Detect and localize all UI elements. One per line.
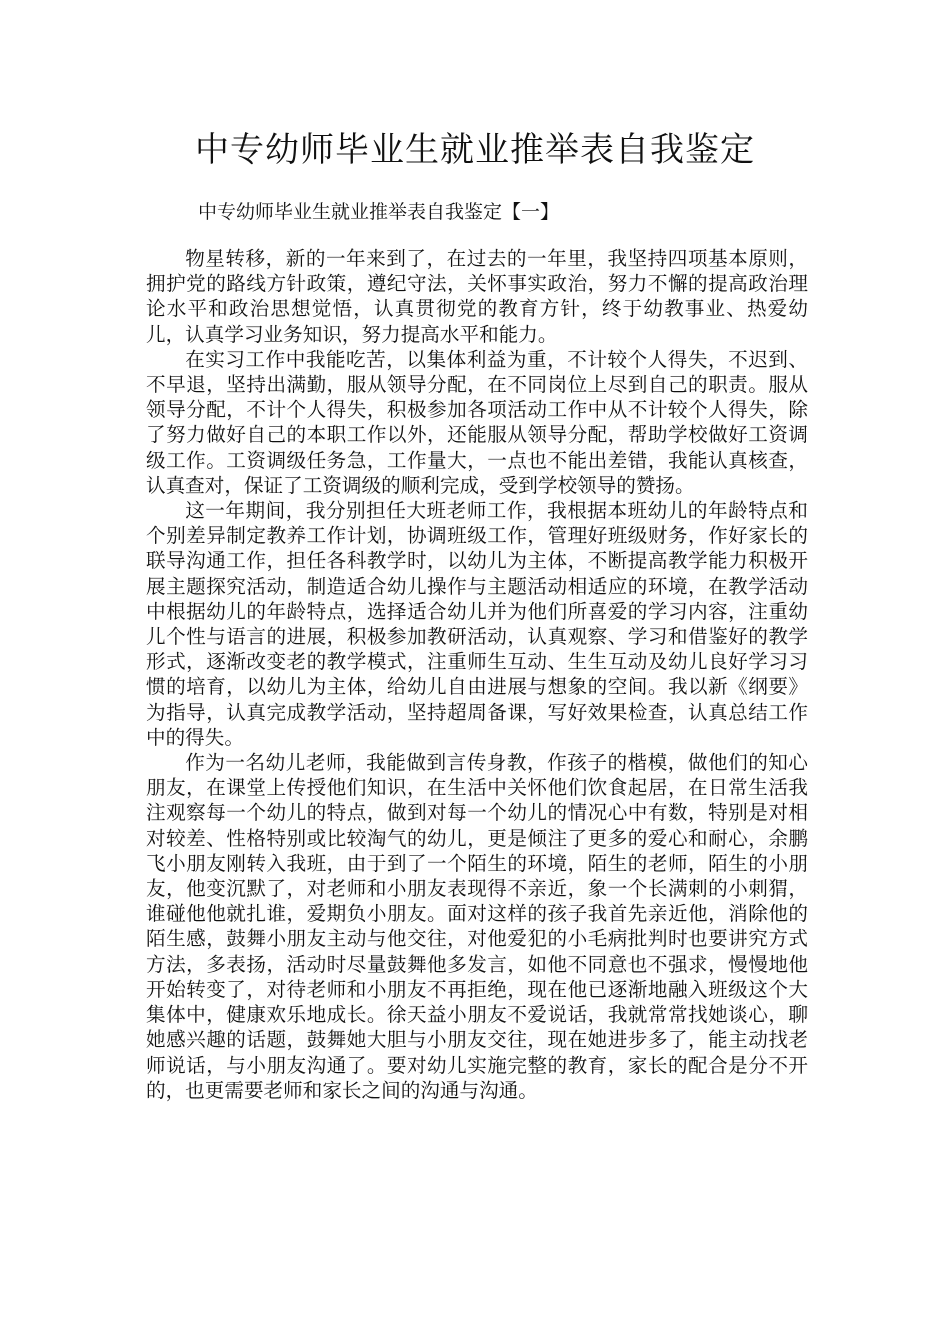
- body-text: [146, 246, 808, 1103]
- paragraph: 在实习工作中我能吃苦，以集体利益为重，不计较个人得失，不迟到、不早退，坚持出满勤，服从领导分配，在不同岗位上尽到自己的职责。服从领导分配，不计个人得失，积极参加各项活动工作中从不计较个人得失，除了努力做好自己的本职工作以外，还能服从领导分配，帮助学校做好工资调级工作。工资调级任务急，工作量大，一点也不能出差错，我能认真核查，认真查对，保证了工资调级的顺利完成，受到学校领导的赞扬。: [146, 347, 808, 497]
- section-heading: 中专幼师毕业生就业推举表自我鉴定【一】: [198, 201, 560, 223]
- paragraph: 这一年期间，我分别担任大班老师工作，我根据本班幼儿的年龄特点和个别差异制定教养工作计划，协调班级工作，管理好班级财务，作好家长的联导沟通工作，担任各科教学时，以幼儿为主体，不断提高教学能力积极开展主题探究活动，制造适合幼儿操作与主题活动相适应的环境，在教学活动中根据幼儿的年龄特点，选择适合幼儿并为他们所喜爱的学习内容，注重幼儿个性与语言的进展，积极参加教研活动，认真观察、学习和借鉴好的教学形式，逐渐改变老的教学模式，注重师生互动、生生互动及幼儿良好学习习惯的培育，以幼儿为主体，给幼儿自由进展与想象的空间。我以新《纲要》为指导，认真完成教学活动，坚持超周备课，写好效果检查，认真总结工作中的得失。: [146, 499, 808, 749]
- paragraph: 作为一名幼儿老师，我能做到言传身教，作孩子的楷模，做他们的知心朋友，在课堂上传授他们知识，在生活中关怀他们饮食起居，在日常生活我注观察每一个幼儿的特点，做到对每一个幼儿的情况心中有数，特别是对相对较差、性格特别或比较淘气的幼儿，更是倾注了更多的爱心和耐心，余鹏飞小朋友刚转入我班，由于到了一个陌生的环境，陌生的老师，陌生的小朋友，他变沉默了，对老师和小朋友表现得不亲近，象一个长满刺的小刺猬，谁碰他他就扎谁，爱期负小朋友。面对这样的孩子我首先亲近他，消除他的陌生感，鼓舞小朋友主动与他交往，对他爱犯的小毛病批判时也要讲究方式方法，多表扬，活动时尽量鼓舞他多发言，如他不同意也不强求，慢慢地他开始转变了，对待老师和小朋友不再拒绝，现在他已逐渐地融入班级这个大集体中，健康欢乐地成长。徐天益小朋友不爱说话，我就常常找她谈心，聊她感兴趣的话题，鼓舞她大胆与小朋友交往，现在她进步多了，能主动找老师说话，与小朋友沟通了。要对幼儿实施完整的教育，家长的配合是分不开的，也更需要老师和家长之间的沟通与沟通。: [146, 751, 808, 1102]
- document-title: 中专幼师毕业生就业推举表自我鉴定: [195, 130, 755, 170]
- paragraph: 物星转移，新的一年来到了，在过去的一年里，我坚持四项基本原则，拥护党的路线方针政策，遵纪守法，关怀事实政治，努力不懈的提高政治理论水平和政治思想觉悟，认真贯彻党的教育方针，终于幼教事业、热爱幼儿，认真学习业务知识，努力提高水平和能力。: [146, 247, 808, 346]
